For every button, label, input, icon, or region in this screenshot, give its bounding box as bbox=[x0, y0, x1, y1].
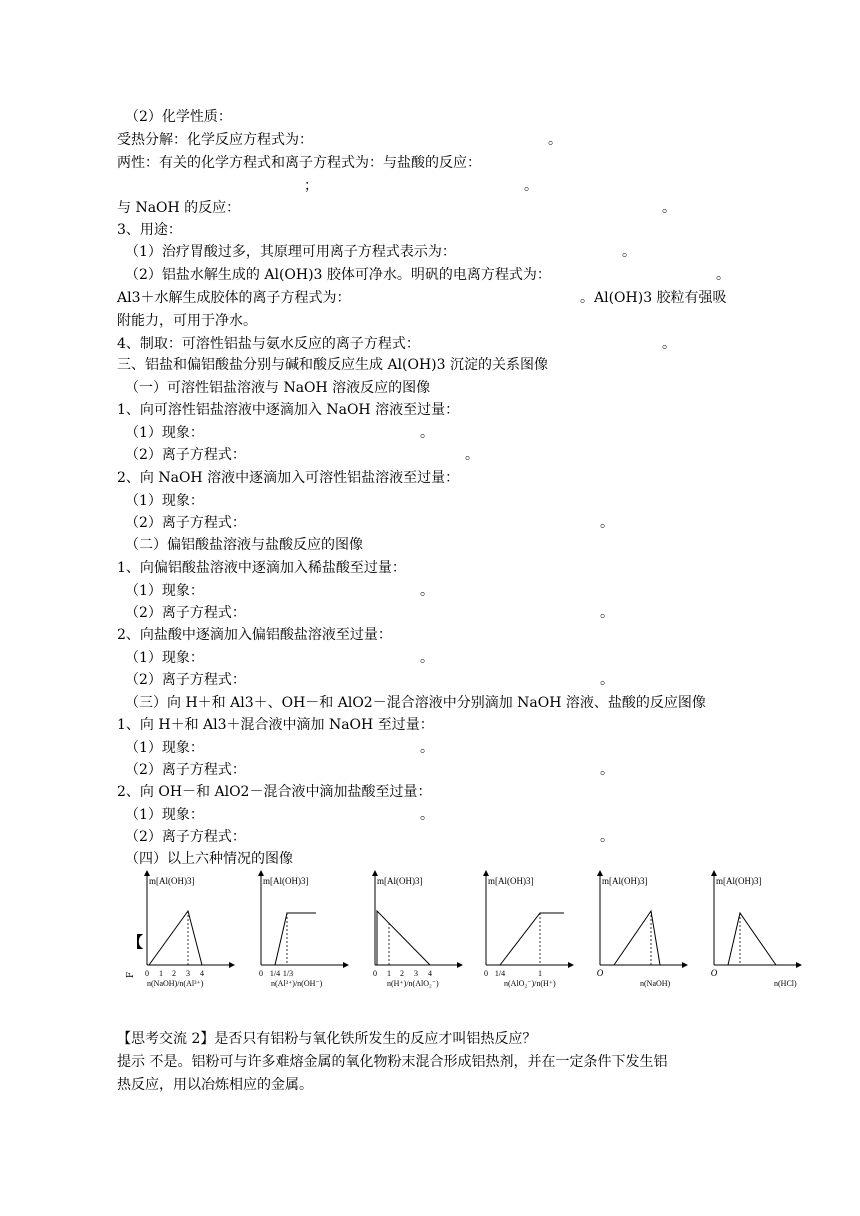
text-line: 2、向盐酸中逐滴加入偏铝酸盐溶液至过量： bbox=[117, 627, 392, 643]
tick-label: O bbox=[596, 968, 604, 978]
graph-xlabel: n(AlO₂⁻)/n(H⁺) bbox=[504, 979, 556, 988]
footer-question: 【思考交流 2】是否只有铝粉与氧化铁所发生的反应才叫铝热反应？ bbox=[117, 1031, 537, 1047]
tick-label: 2 bbox=[172, 969, 176, 978]
tick-label: 4 bbox=[200, 969, 204, 978]
period-mark: 。 bbox=[524, 178, 538, 194]
text-line: （2）化学性质： bbox=[125, 109, 232, 125]
text-line: Al3＋水解生成胶体的离子方程式为： bbox=[117, 290, 351, 306]
tick-label: 1 bbox=[538, 969, 542, 978]
graph-3 bbox=[373, 873, 460, 988]
tick-label: 4 bbox=[428, 969, 432, 978]
text-line: （1）现象： bbox=[125, 425, 204, 441]
text-line: 两性：有关的化学方程式和离子方程式为：与盐酸的反应： bbox=[117, 155, 481, 171]
period-mark: 。 bbox=[420, 807, 434, 823]
period-mark: 。 bbox=[420, 425, 434, 441]
tick-label: O bbox=[710, 968, 718, 978]
period-mark: 。 bbox=[600, 672, 614, 688]
graph-xlabel: n(H⁺)/n(AlO₂⁻) bbox=[387, 979, 439, 988]
graph-ylabel: m[Al(OH)3] bbox=[377, 876, 423, 886]
subsection-heading: （二）偏铝酸盐溶液与盐酸反应的图像 bbox=[125, 537, 363, 553]
tick-label: 0 bbox=[145, 969, 149, 978]
period-mark: 。 bbox=[600, 829, 614, 845]
text-line: 4、制取：可溶性铝盐与氨水反应的离子方程式： bbox=[117, 336, 420, 352]
tick-label: 1 bbox=[387, 969, 391, 978]
tick-label: 0 bbox=[373, 969, 377, 978]
semicolon-mark: ； bbox=[304, 178, 318, 194]
text-line: 1、向 H＋和 Al3＋混合液中滴加 NaOH 至过量： bbox=[117, 717, 434, 733]
tick-label: 1/4 bbox=[494, 969, 506, 978]
footer-hint: 提示 不是。铝粉可与许多难熔金属的氧化物粉末混合形成铝热剂，并在一定条件下发生铝 bbox=[117, 1054, 668, 1070]
graph-xlabel: n(HCl) bbox=[774, 979, 797, 988]
period-mark: 。 bbox=[420, 583, 434, 599]
period-mark: 。 bbox=[548, 132, 562, 148]
graphs-figure bbox=[115, 868, 815, 998]
graph-xlabel: n(NaOH) bbox=[640, 979, 671, 988]
period-mark: 。 bbox=[600, 605, 614, 621]
text-line: 1、向可溶性铝盐溶液中逐滴加入 NaOH 溶液至过量： bbox=[117, 402, 460, 418]
text-line: （1）现象： bbox=[125, 740, 204, 756]
text-line: （2）离子方程式： bbox=[125, 515, 246, 531]
text-line: （1）现象： bbox=[125, 583, 204, 599]
text-line: （2）离子方程式： bbox=[125, 447, 246, 463]
graph-ylabel: m[Al(OH)3] bbox=[263, 876, 309, 886]
text-line: （1）现象： bbox=[125, 807, 204, 823]
text-line: （2）离子方程式： bbox=[125, 672, 246, 688]
period-mark: 。 bbox=[420, 740, 434, 756]
period-mark: 。 bbox=[465, 447, 479, 463]
text-line: 1、向偏铝酸盐溶液中逐滴加入稀盐酸至过量： bbox=[117, 560, 406, 576]
text-line: （2）离子方程式： bbox=[125, 829, 246, 845]
subsection-heading: （一）可溶性铝盐溶液与 NaOH 溶液反应的图像 bbox=[125, 380, 431, 396]
text-line: （1）治疗胃酸过多，其原理可用离子方程式表示为： bbox=[125, 244, 456, 260]
period-mark: 。 bbox=[662, 336, 676, 352]
period-mark: 。 bbox=[662, 200, 676, 216]
graph-ylabel: m[Al(OH)3] bbox=[716, 876, 762, 886]
tick-label: 0 bbox=[259, 969, 263, 978]
graph-5 bbox=[597, 873, 685, 988]
text-line: （2）离子方程式： bbox=[125, 762, 246, 778]
text-line: 2、向 OH－和 AlO2－混合液中滴加盐酸至过量： bbox=[117, 784, 432, 800]
section-heading: 三、铝盐和偏铝酸盐分别与碱和酸反应生成 Al(OH)3 沉淀的关系图像 bbox=[117, 357, 549, 373]
tick-label: 1 bbox=[159, 969, 163, 978]
period-mark: 。 bbox=[716, 267, 730, 283]
text-line: （1）现象： bbox=[125, 650, 204, 666]
graph-6 bbox=[711, 873, 799, 988]
side-mark: F bbox=[126, 971, 137, 979]
tick-label: 1/4 bbox=[269, 969, 281, 978]
graph-ylabel: m[Al(OH)3] bbox=[488, 876, 534, 886]
graph-2 bbox=[259, 873, 346, 988]
text-line: （2）铝盐水解生成的 Al(OH)3 胶体可净水。明矾的电离方程式为： bbox=[125, 267, 551, 283]
text-line: 3、用途： bbox=[117, 222, 182, 238]
footer-hint-continued: 热反应，用以冶炼相应的金属。 bbox=[117, 1077, 313, 1093]
text-line: （2）离子方程式： bbox=[125, 605, 246, 621]
graph-ylabel: m[Al(OH)3] bbox=[149, 876, 195, 886]
text-line: 与 NaOH 的反应： bbox=[117, 200, 241, 216]
graph-1 bbox=[145, 873, 232, 988]
graph-4 bbox=[484, 873, 571, 988]
period-mark: 。 bbox=[420, 650, 434, 666]
period-mark: 。 bbox=[600, 515, 614, 531]
graph-ylabel: m[Al(OH)3] bbox=[602, 876, 648, 886]
graph-xlabel: n(Al³⁺)/n(OH⁻) bbox=[271, 979, 323, 988]
text-line: 受热分解：化学反应方程式为： bbox=[117, 132, 313, 148]
text-line: （1）现象： bbox=[125, 493, 204, 509]
tick-label: 2 bbox=[400, 969, 404, 978]
text-segment: 。Al(OH)3 胶粒有强吸 bbox=[580, 290, 727, 306]
text-line: 2、向 NaOH 溶液中逐滴加入可溶性铝盐溶液至过量： bbox=[117, 470, 460, 486]
bracket-mark: 【 bbox=[128, 933, 144, 951]
period-mark: 。 bbox=[622, 244, 636, 260]
tick-label: 0 bbox=[484, 969, 488, 978]
tick-label: 3 bbox=[186, 969, 190, 978]
subsection-heading: （三）向 H＋和 Al3＋、OH－和 AlO2－混合溶液中分别滴加 NaOH 溶液、盐酸的反应图像 bbox=[125, 695, 706, 711]
period-mark: 。 bbox=[600, 762, 614, 778]
text-line: 附能力，可用于净水。 bbox=[117, 313, 257, 329]
tick-label: 1/3 bbox=[282, 969, 294, 978]
tick-label: 3 bbox=[414, 969, 418, 978]
graph-xlabel: n(NaOH)/n(Al³⁺) bbox=[147, 979, 204, 988]
subsection-heading: （四）以上六种情况的图像 bbox=[125, 851, 293, 867]
